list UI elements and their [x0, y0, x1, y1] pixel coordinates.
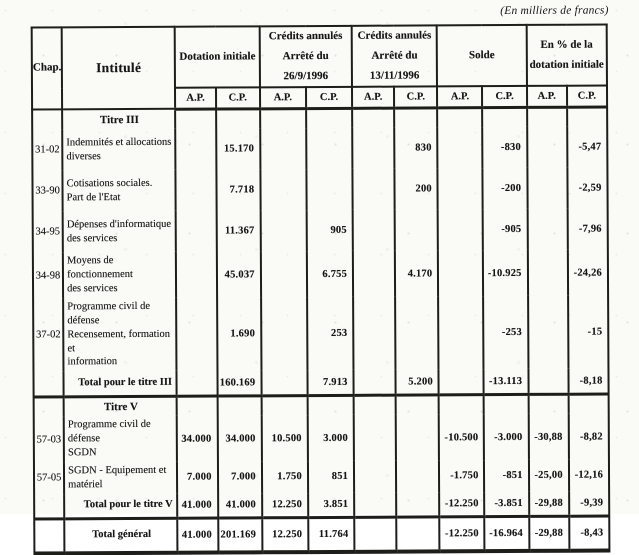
- value-cell: 7.000: [177, 461, 217, 493]
- subheader-ap: A.P.: [175, 88, 215, 109]
- value-cell: [306, 169, 352, 210]
- value-cell: [394, 108, 437, 128]
- value-cell: [261, 251, 307, 297]
- col-header-intitule: Intitulé: [62, 27, 176, 110]
- value-cell: -8,43: [569, 516, 609, 550]
- label-cell: Total général: [64, 518, 178, 553]
- value-cell: [217, 396, 261, 416]
- subheader-ap: A.P.: [260, 87, 306, 108]
- budget-credits-table: [31, 24, 611, 555]
- value-cell: [354, 460, 396, 492]
- value-cell: -13.113: [484, 369, 528, 394]
- value-cell: [353, 297, 396, 371]
- value-cell: 3.851: [308, 492, 354, 517]
- value-cell: 12.250: [262, 518, 308, 552]
- value-cell: -8,18: [568, 369, 608, 394]
- value-cell: [396, 415, 439, 461]
- value-cell: 6.755: [307, 251, 353, 297]
- chap-cell: [34, 397, 64, 417]
- value-cell: [438, 128, 483, 169]
- value-cell: [307, 395, 353, 415]
- value-cell: 1.690: [217, 297, 262, 371]
- chap-cell: [34, 519, 64, 553]
- value-cell: [439, 394, 484, 414]
- value-cell: 34.000: [177, 416, 217, 462]
- label-cell: Total pour le titre III: [64, 371, 178, 397]
- value-cell: [528, 296, 569, 370]
- chap-cell: 57-03: [34, 417, 64, 463]
- value-cell: 4.170: [395, 251, 438, 297]
- chap-cell: 34-98: [33, 253, 63, 299]
- value-cell: [260, 128, 306, 169]
- value-cell: 5.200: [396, 370, 439, 395]
- value-cell: 10.500: [261, 415, 307, 461]
- value-cell: [176, 129, 216, 170]
- value-cell: [354, 370, 396, 395]
- value-cell: -851: [484, 460, 528, 492]
- value-cell: 851: [308, 461, 354, 493]
- table-row-57-05: [34, 459, 609, 494]
- value-cell: 7.913: [307, 370, 353, 395]
- table-header: [32, 25, 607, 110]
- col-header-dotation-initiale: Dotation initiale: [175, 26, 260, 88]
- value-cell: [439, 369, 484, 394]
- value-cell: [177, 396, 217, 416]
- subheader-cp: C.P.: [394, 87, 437, 108]
- value-cell: [261, 370, 307, 395]
- table-row-37-02: [33, 295, 608, 371]
- value-cell: 12.250: [262, 493, 308, 518]
- col-header-credits-annules-13-11-1996: Crédits annulés Arrêté du 13/11/1996: [352, 25, 438, 87]
- subheader-cp: C.P.: [216, 88, 260, 109]
- value-cell: 160.169: [217, 371, 261, 396]
- value-cell: [260, 169, 306, 210]
- value-cell: -10.500: [439, 414, 484, 460]
- value-cell: [438, 251, 483, 297]
- value-cell: 11.367: [216, 211, 260, 252]
- value-cell: [306, 128, 352, 169]
- label-cell: Programme civil de défense Recensement, formation et information: [63, 298, 177, 372]
- units-note: (En milliers de francs): [500, 4, 609, 18]
- value-cell: 201.169: [218, 518, 262, 552]
- document-content: [31, 4, 614, 555]
- label-cell: Programme civil de défense SGDN: [64, 416, 178, 462]
- value-cell: -8,82: [568, 414, 608, 460]
- value-cell: 7.718: [216, 170, 260, 211]
- value-cell: [353, 251, 395, 297]
- value-cell: -905: [483, 209, 527, 250]
- subheader-ap: A.P.: [437, 87, 482, 108]
- value-cell: [260, 210, 306, 251]
- value-cell: [261, 395, 307, 415]
- value-cell: [177, 371, 217, 396]
- value-cell: -24,26: [568, 250, 608, 296]
- label-cell: Indemnités et allocations diverses: [62, 129, 176, 171]
- chap-cell: 31-02: [32, 130, 62, 171]
- value-cell: [354, 395, 396, 415]
- value-cell: [352, 108, 394, 128]
- value-cell: -9,39: [569, 491, 609, 516]
- value-cell: 45.037: [216, 252, 260, 298]
- col-header-solde: Solde: [437, 25, 527, 87]
- value-cell: -200: [483, 168, 527, 209]
- value-cell: 830: [394, 128, 437, 169]
- value-cell: [567, 107, 607, 127]
- subheader-cp: C.P.: [306, 87, 352, 108]
- value-cell: [352, 128, 394, 169]
- value-cell: [527, 127, 567, 168]
- value-cell: 905: [307, 210, 353, 251]
- chap-cell: 34-95: [33, 212, 63, 253]
- value-cell: [306, 108, 352, 128]
- value-cell: [527, 168, 567, 209]
- value-cell: [527, 209, 567, 250]
- value-cell: [261, 297, 308, 371]
- value-cell: 3.000: [308, 415, 354, 461]
- value-cell: -3.851: [485, 491, 529, 516]
- value-cell: [437, 108, 482, 128]
- label-cell: Dépenses d'informatique des services: [63, 211, 177, 253]
- value-cell: -30,88: [528, 414, 568, 460]
- col-header-chap: Chap.: [32, 27, 63, 110]
- value-cell: [528, 394, 568, 414]
- label-cell: Total pour le titre V: [64, 493, 178, 519]
- value-cell: [527, 107, 567, 127]
- value-cell: [438, 296, 484, 370]
- subheader-cp: C.P.: [482, 86, 526, 107]
- value-cell: -29,88: [529, 491, 569, 516]
- value-cell: [483, 107, 527, 127]
- value-cell: [528, 369, 568, 394]
- label-cell: Moyens de fonctionnement des services: [63, 252, 177, 298]
- col-header-credits-annules-26-9-1996: Crédits annulés Arrêté du 26/9/1996: [259, 26, 352, 88]
- value-cell: 15.170: [216, 129, 260, 170]
- value-cell: -2,59: [567, 168, 607, 209]
- value-cell: -1.750: [439, 460, 484, 492]
- value-cell: -5,47: [567, 127, 607, 168]
- value-cell: [354, 415, 396, 461]
- chap-cell: [32, 110, 62, 130]
- value-cell: -830: [483, 127, 527, 168]
- value-cell: 41.000: [218, 493, 262, 518]
- table-row-31-02: [32, 127, 607, 171]
- value-cell: [176, 109, 216, 129]
- chap-cell: [33, 372, 63, 397]
- table-row-total-10: [34, 491, 609, 519]
- subheader-ap: A.P.: [527, 86, 567, 107]
- subheader-ap: A.P.: [352, 87, 394, 108]
- chap-cell: [34, 494, 64, 519]
- value-cell: [352, 169, 394, 210]
- chap-cell: 37-02: [33, 298, 63, 371]
- table-row-total-6: [33, 369, 608, 397]
- label-cell: Titre III: [62, 109, 175, 130]
- value-cell: [176, 211, 216, 252]
- table-row-34-98: [33, 250, 608, 299]
- label-cell: SGDN - Equipement et matériel: [64, 462, 178, 494]
- value-cell: [354, 517, 396, 551]
- value-cell: 34.000: [217, 416, 261, 462]
- table-body: [32, 107, 609, 553]
- value-cell: -12.250: [439, 492, 484, 517]
- table-row-34-95: [33, 209, 608, 253]
- value-cell: [396, 395, 439, 415]
- value-cell: -253: [484, 296, 529, 370]
- value-cell: 200: [395, 169, 438, 210]
- value-cell: [176, 170, 216, 211]
- table-row-33-90: [32, 168, 607, 212]
- value-cell: [396, 460, 439, 492]
- value-cell: [353, 210, 395, 251]
- value-cell: 1.750: [262, 461, 308, 493]
- value-cell: [438, 210, 483, 251]
- label-cell: Titre V: [64, 396, 177, 417]
- value-cell: 41.000: [178, 518, 218, 552]
- chap-cell: 57-05: [34, 462, 64, 494]
- table-row-grand-11: [34, 516, 609, 553]
- value-cell: -29,88: [529, 516, 569, 550]
- table-row-57-03: [34, 414, 609, 463]
- label-cell: Cotisations sociales. Part de l'Etat: [63, 170, 177, 212]
- value-cell: [354, 492, 396, 517]
- value-cell: -25,00: [529, 460, 569, 492]
- value-cell: -12.250: [440, 517, 485, 551]
- value-cell: [216, 109, 260, 129]
- value-cell: [395, 296, 439, 370]
- value-cell: 7.000: [218, 461, 262, 493]
- value-cell: [527, 250, 567, 296]
- value-cell: [484, 394, 528, 414]
- value-cell: -16.964: [485, 516, 529, 550]
- value-cell: [176, 252, 216, 298]
- value-cell: -12,16: [569, 459, 609, 491]
- value-cell: [438, 169, 483, 210]
- value-cell: [260, 108, 306, 128]
- value-cell: -15: [568, 295, 609, 369]
- value-cell: -3.000: [484, 414, 528, 460]
- value-cell: [396, 492, 439, 517]
- chap-cell: 33-90: [32, 171, 62, 212]
- value-cell: [395, 210, 438, 251]
- value-cell: 41.000: [178, 493, 218, 518]
- value-cell: [396, 517, 439, 551]
- header-group-row: [32, 25, 607, 89]
- value-cell: 11.764: [308, 517, 354, 551]
- value-cell: -10.925: [483, 250, 527, 296]
- subheader-cp: C.P.: [567, 86, 607, 107]
- value-cell: [568, 394, 608, 414]
- value-cell: 253: [307, 297, 354, 371]
- value-cell: -7,96: [567, 209, 607, 250]
- value-cell: [177, 298, 218, 372]
- col-header-pct-dotation-initiale: En % de la dotation initiale: [526, 25, 607, 87]
